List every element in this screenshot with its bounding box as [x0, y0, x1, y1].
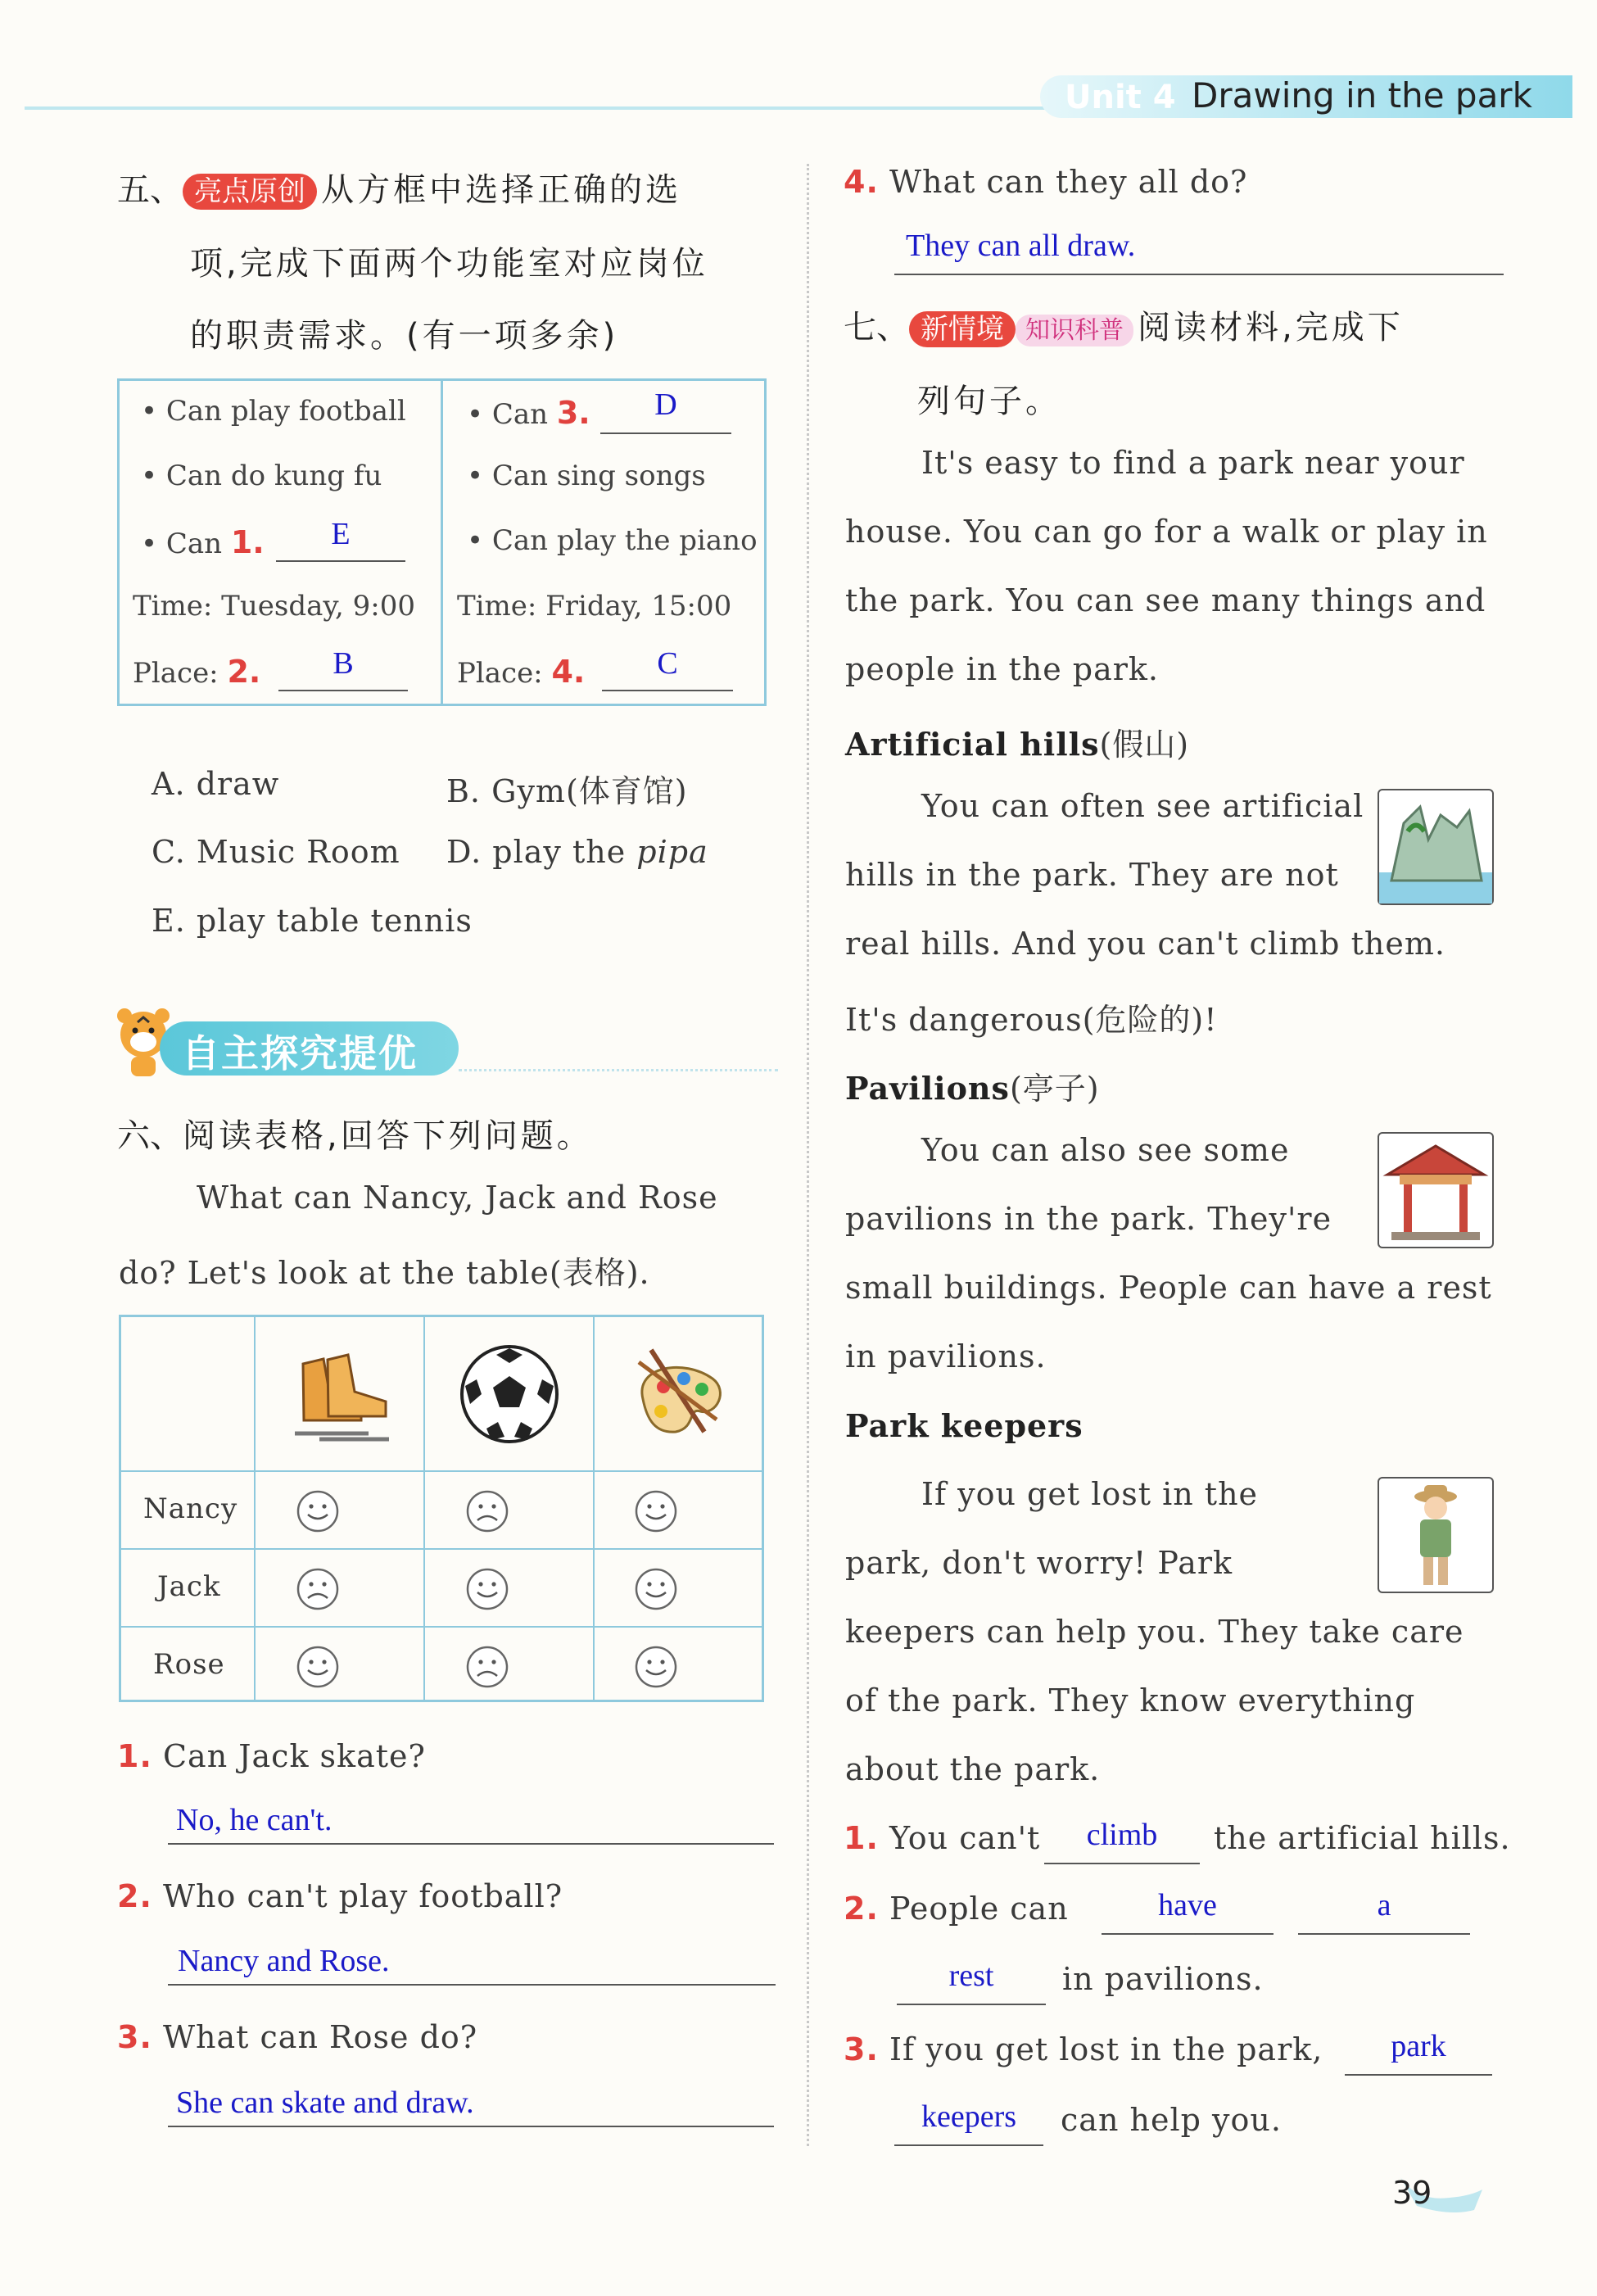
- column-divider: [807, 164, 809, 2146]
- p2-line3: real hills. And you can't climb them.: [845, 926, 1445, 962]
- duty-box-divider: [441, 378, 443, 706]
- option-a: A. draw: [152, 766, 280, 802]
- q4-question: 4. What can they all do?: [844, 164, 1248, 200]
- p1-line4: people in the park.: [845, 651, 1160, 687]
- section6-intro-2: do? Let's look at the table(表格).: [119, 1255, 650, 1291]
- s7-q1-answer: climb: [1044, 1817, 1200, 1864]
- p3-line2: pavilions in the park. They're: [845, 1201, 1332, 1237]
- s6-a3: She can skate and draw.: [168, 2085, 774, 2127]
- p4-line1: If you get lost in the: [921, 1476, 1259, 1512]
- left-item-3: • Can 1.: [141, 524, 265, 560]
- left-time: Time: Tuesday, 9:00: [133, 590, 416, 623]
- s7-q1-rest: the artificial hills.: [1214, 1820, 1511, 1856]
- page-number: 39: [1392, 2175, 1432, 2211]
- smile-face-icon: [634, 1645, 675, 1686]
- s7-q2-rest: in pavilions.: [1062, 1961, 1264, 1997]
- p4-line4: of the park. They know everything: [845, 1682, 1416, 1719]
- s6-a1: No, he can't.: [168, 1802, 774, 1845]
- row-name-nancy: Nancy: [143, 1492, 238, 1525]
- option-b: B. Gym(体育馆): [446, 773, 688, 809]
- pavilion-image: [1378, 1132, 1494, 1248]
- right-item-3: • Can play the piano: [467, 524, 758, 557]
- s7-q3-rest: can help you.: [1061, 2102, 1282, 2138]
- frown-face-icon: [296, 1567, 337, 1608]
- answer-3: D: [600, 387, 731, 434]
- banner-title: 自主探究提优: [182, 1031, 418, 1076]
- row-name-jack: Jack: [157, 1570, 221, 1603]
- right-place: Place: 4.: [457, 654, 586, 690]
- unit-label: Unit 4: [1065, 79, 1176, 116]
- section7-heading: 七、 新情境 知识科普 阅读材料,完成下: [844, 309, 1404, 346]
- answer-2: B: [278, 645, 408, 691]
- p4-line3: keepers can help you. They take care: [845, 1614, 1464, 1650]
- answer-4: C: [602, 645, 733, 691]
- s7-q3-answer-1: park: [1345, 2028, 1492, 2076]
- frown-face-icon: [465, 1489, 506, 1530]
- table-vline-1: [254, 1315, 256, 1702]
- s7-q2-answer-2: a: [1298, 1887, 1470, 1935]
- section5-number: 五、: [117, 171, 183, 209]
- table-hline-1: [119, 1470, 764, 1472]
- p1-line2: house. You can go for a walk or play in: [845, 514, 1488, 550]
- right-item-2: • Can sing songs: [467, 460, 706, 492]
- p1-line3: the park. You can see many things and: [845, 582, 1486, 618]
- section5-line1: 从方框中选择正确的选: [321, 171, 682, 209]
- s7-q1-text: 1. You can't: [844, 1820, 1041, 1856]
- heading-park-keepers: Park keepers: [845, 1407, 1084, 1444]
- heading-pavilions: Pavilions(亭子): [845, 1070, 1100, 1107]
- table-vline-2: [423, 1315, 425, 1702]
- option-d: D. play the pipa: [446, 834, 708, 870]
- smile-face-icon: [296, 1489, 337, 1530]
- palette-icon: [627, 1342, 733, 1451]
- q4-answer: They can all draw.: [894, 228, 1504, 275]
- section7-title-2: 列句子。: [917, 383, 1061, 420]
- smile-face-icon: [634, 1567, 675, 1608]
- left-place: Place: 2.: [133, 654, 261, 690]
- right-item-1: • Can 3.: [467, 395, 590, 431]
- s6-a2: Nancy and Rose.: [168, 1943, 776, 1986]
- p3-line3: small buildings. People can have a rest: [845, 1270, 1492, 1306]
- s6-q2: 2. Who can't play football?: [117, 1878, 563, 1914]
- section5-tag: 亮点原创: [183, 174, 317, 210]
- football-icon: [459, 1343, 560, 1448]
- section5-line3: 的职责需求。(有一项多余): [190, 317, 619, 355]
- smile-face-icon: [634, 1489, 675, 1530]
- s6-q3: 3. What can Rose do?: [117, 2019, 478, 2055]
- row-name-rose: Rose: [153, 1648, 225, 1681]
- p4-line2: park, don't worry! Park: [845, 1545, 1233, 1581]
- smile-face-icon: [296, 1645, 337, 1686]
- s6-q1: 1. Can Jack skate?: [117, 1738, 426, 1774]
- smile-face-icon: [465, 1567, 506, 1608]
- answer-1: E: [276, 516, 405, 562]
- s7-q3-answer-2: keepers: [894, 2099, 1043, 2146]
- frown-face-icon: [465, 1645, 506, 1686]
- left-item-2: • Can do kung fu: [141, 460, 382, 492]
- left-item-1: • Can play football: [141, 395, 406, 428]
- right-time: Time: Friday, 15:00: [457, 590, 732, 623]
- table-vline-3: [593, 1315, 595, 1702]
- s7-q2-text: 2. People can: [844, 1891, 1069, 1927]
- p1-line1: It's easy to find a park near your: [921, 445, 1465, 481]
- option-e: E. play table tennis: [152, 903, 473, 939]
- section6-intro-1: What can Nancy, Jack and Rose: [197, 1180, 718, 1216]
- section6-heading: 六、阅读表格,回答下列问题。: [117, 1117, 593, 1155]
- table-hline-3: [119, 1626, 764, 1628]
- p2-line4: It's dangerous(危险的)!: [845, 1002, 1218, 1038]
- heading-artificial-hills: Artificial hills(假山): [845, 726, 1190, 763]
- p4-line5: about the park.: [845, 1751, 1101, 1787]
- s7-q2-answer-3: rest: [897, 1958, 1046, 2005]
- page-header-title: Drawing in the park: [1192, 75, 1532, 115]
- park-keeper-image: [1378, 1477, 1494, 1593]
- option-c: C. Music Room: [152, 834, 400, 870]
- p3-line4: in pavilions.: [845, 1338, 1047, 1374]
- s7-q2-answer-1: have: [1102, 1887, 1274, 1935]
- section5-line2: 项,完成下面两个功能室对应岗位: [190, 245, 708, 283]
- banner-dots: [459, 1069, 778, 1071]
- table-hline-2: [119, 1548, 764, 1550]
- artificial-hills-image: [1378, 789, 1494, 905]
- p2-line2: hills in the park. They are not: [845, 857, 1339, 893]
- p3-line1: You can also see some: [921, 1132, 1290, 1168]
- s7-q3-text: 3. If you get lost in the park,: [844, 2031, 1323, 2067]
- p2-line1: You can often see artificial: [921, 788, 1364, 824]
- section5-heading: [117, 164, 681, 211]
- skates-icon: [287, 1339, 393, 1449]
